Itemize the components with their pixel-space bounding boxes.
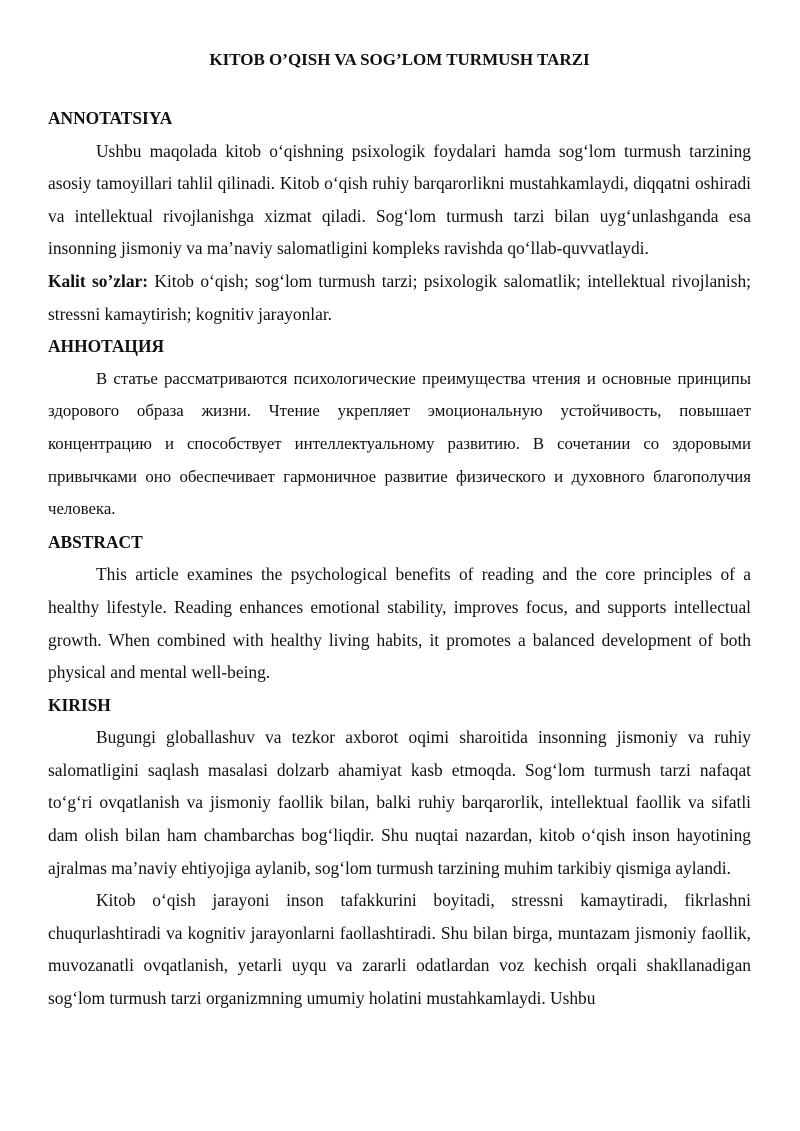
abstract-paragraph: This article examines the psychological benefits of reading and the core principles of a healthy lifestyle. Reading enhances emotional stability, improves focus, and supports intellectual growth. When combined with healthy living habits, it promotes a balanced development of both physical and mental well-being. <box>48 564 751 683</box>
keywords-text: Kitob o‘qish; sog‘lom turmush tarzi; psixologik salomatlik; intellektual rivojlanish; stressni kamaytirish; kognitiv jarayonlar. <box>48 270 751 324</box>
abstract-heading: ABSTRACT <box>48 531 143 552</box>
kirish-paragraph-1: Bugungi globallashuv va tezkor axborot oqimi sharoitida insonning jismoniy va ruhiy salomatligini saqlash masalasi dolzarb ahamiyat kasb etmoqda. Sog‘lom turmush tarzi nafaqat to‘g‘ri ovqatlanish va jismoniy faollik bilan, balki ruhiy barqarorlik, intellektual faollik va sifatli dam olish bilan ham chambarchas bog‘liqdir. Shu nuqtai nazardan, kitob o‘qish inson hayotining ajralmas ma’naviy ehtiyojiga aylanib, sog‘lom turmush tarzining muhim tarkibiy qismiga aylandi. <box>48 727 751 878</box>
annotatsiya-ru-heading: АННОТАЦИЯ <box>48 336 165 357</box>
keywords-label: Kalit so’zlar: <box>48 270 149 291</box>
document-title: KITOB O’QISH VA SOG’LOM TURMUSH TARZI <box>209 50 590 69</box>
annotatsiya-ru-paragraph: В статье рассматриваются психологические преимущества чтения и основные принципы здорового образа жизни. Чтение укрепляет эмоциональную устойчивость, повышает концентрацию и способствует интеллектуальному развитию. В сочетании со здоровыми привычками оно обеспечивает гармоничное развитие физического и духовного благополучия человека. <box>48 368 751 519</box>
keywords-paragraph <box>48 265 751 330</box>
annotatsiya-heading: ANNOTATSIYA <box>48 108 173 128</box>
document-page <box>48 46 751 1015</box>
kirish-heading: KIRISH <box>48 694 111 715</box>
annotatsiya-paragraph: Ushbu maqolada kitob o‘qishning psixologik foydalari hamda sog‘lom turmush tarzining asosiy tamoyillari tahlil qilinadi. Kitob o‘qish ruhiy barqarorlikni mustahkamlaydi, diqqatni oshiradi va intellektual rivojlanishga xizmat qiladi. Sog‘lom turmush tarzi bilan uyg‘unlashganda esa insonning jismoniy va ma’naviy salomatligini kompleks ravishda qo‘llab-quvvatlaydi. <box>48 140 751 259</box>
kirish-paragraph-2: Kitob o‘qish jarayoni inson tafakkurini boyitadi, stressni kamaytiradi, fikrlashni chuqurlashtiradi va kognitiv jarayonlarni faollashtiradi. Shu bilan birga, muntazam jismoniy faollik, muvozanatli ovqatlanish, yetarli uyqu va zararli odatlardan voz kechish orqali shakllanadigan sog‘lom turmush tarzi organizmning umumiy holatini mustahkamlaydi. Ushbu <box>48 890 751 1009</box>
